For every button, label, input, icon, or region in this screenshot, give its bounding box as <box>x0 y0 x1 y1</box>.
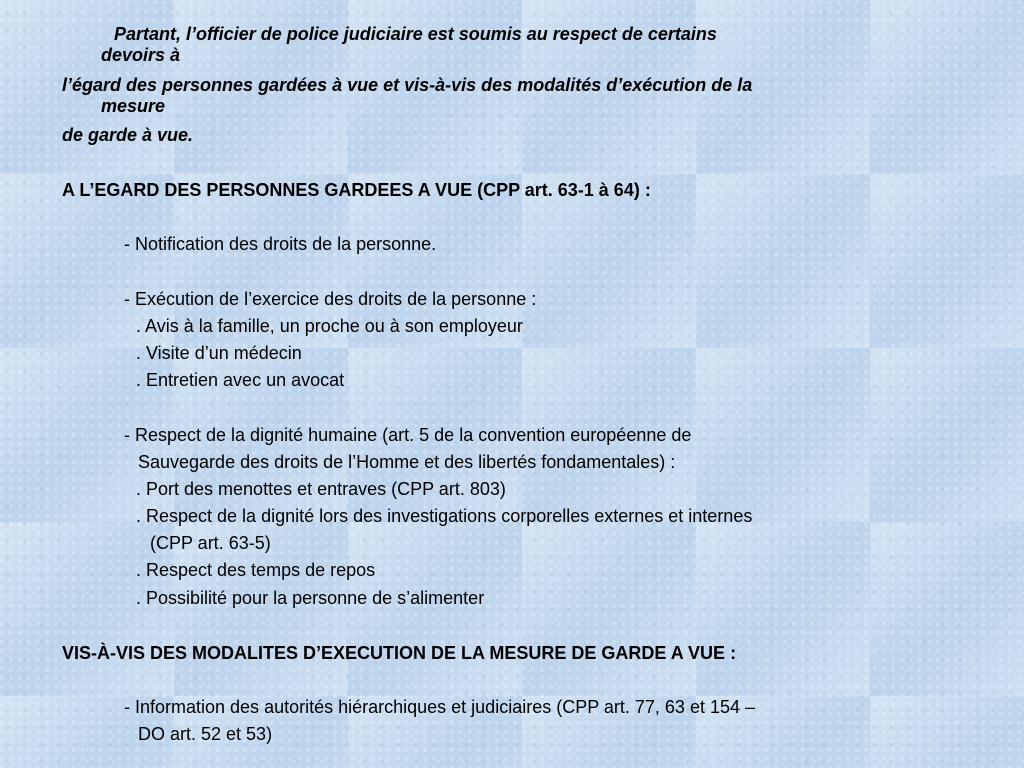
list-item-notification: - Notification des droits de la personne. <box>124 234 437 254</box>
sub-item-alimenter: . Possibilité pour la personne de s’alimenter <box>136 588 485 608</box>
sub-item-menottes: . Port des menottes et entraves (CPP art. 803) <box>136 479 506 499</box>
sub-item-investigations-line-2: (CPP art. 63-5) <box>150 533 271 553</box>
sub-item-visite-medecin: . Visite d’un médecin <box>136 343 302 363</box>
intro-line-1: Partant, l’officier de police judiciaire est soumis au respect de certains <box>114 24 717 44</box>
list-item-execution-droits: - Exécution de l’exercice des droits de la personne : <box>124 289 537 309</box>
list-item-dignite-line-1: - Respect de la dignité humaine (art. 5 de la convention européenne de <box>124 425 692 445</box>
section-heading-modalites: VIS-À-VIS DES MODALITES D’EXECUTION DE LA MESURE DE GARDE A VUE : <box>62 643 737 663</box>
list-item-dignite-line-2: Sauvegarde des droits de l’Homme et des libertés fondamentales) : <box>138 452 676 472</box>
sub-item-entretien-avocat: . Entretien avec un avocat <box>136 370 345 390</box>
sub-item-avis-famille: . Avis à la famille, un proche ou à son employeur <box>136 316 523 336</box>
intro-line-1-wrap: devoirs à <box>101 45 181 65</box>
intro-line-2-wrap: mesure <box>101 96 166 116</box>
sub-item-investigations-line-1: . Respect de la dignité lors des investigations corporelles externes et internes <box>136 506 753 526</box>
intro-line-3: de garde à vue. <box>62 125 194 145</box>
section-heading-garde-a-vue: A L’EGARD DES PERSONNES GARDEES A VUE (CPP art. 63-1 à 64) : <box>62 180 651 200</box>
sub-item-temps-repos: . Respect des temps de repos <box>136 560 376 580</box>
intro-line-2: l’égard des personnes gardées à vue et vis-à-vis des modalités d’exécution de la <box>62 75 753 95</box>
list-item-information-line-2: DO art. 52 et 53) <box>138 724 273 744</box>
list-item-information-line-1: - Information des autorités hiérarchiques et judiciaires (CPP art. 77, 63 et 154 – <box>124 697 756 717</box>
